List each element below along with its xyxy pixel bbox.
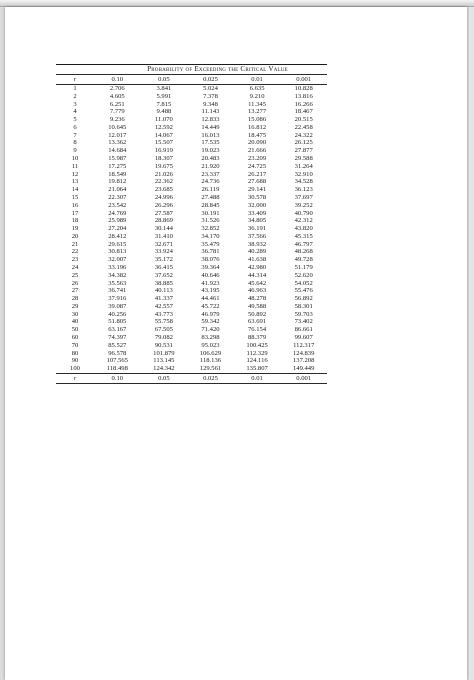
row-degrees-of-freedom: 80 <box>71 349 79 357</box>
row-degrees-of-freedom: 14 <box>71 186 79 194</box>
critical-value-cell: 30.191 <box>201 209 220 217</box>
critical-value-cell: 7.815 <box>156 100 172 108</box>
critical-value-cell: 38.932 <box>248 240 267 248</box>
column-header-r: r <box>56 75 94 85</box>
row-degrees-of-freedom: 13 <box>71 178 79 186</box>
table-row <box>56 85 327 93</box>
critical-value-cell: 58.301 <box>294 302 313 310</box>
critical-value-cell: 37.566 <box>248 232 267 240</box>
critical-value-cell: 124.116 <box>246 357 268 365</box>
critical-value-cell: 46.979 <box>201 310 220 318</box>
critical-value-cell: 23.209 <box>248 155 267 163</box>
critical-value-cell: 37.916 <box>108 295 127 303</box>
critical-value-cell: 23.685 <box>154 186 173 194</box>
table-row <box>56 178 327 186</box>
critical-value-cell: 28.412 <box>108 232 127 240</box>
critical-value-cell: 39.087 <box>108 302 127 310</box>
row-degrees-of-freedom: 20 <box>71 232 79 240</box>
table-row <box>56 139 327 147</box>
critical-value-cell: 45.315 <box>294 232 313 240</box>
critical-value-cell: 22.362 <box>154 178 173 186</box>
table-row <box>56 171 327 179</box>
table-row <box>56 303 327 311</box>
row-degrees-of-freedom: 12 <box>71 170 79 178</box>
critical-value-cell: 6.635 <box>249 85 265 92</box>
critical-value-cell: 55.476 <box>294 287 313 295</box>
critical-value-cell: 99.607 <box>294 334 313 341</box>
critical-value-cell: 30.578 <box>248 193 267 201</box>
critical-value-cell: 9.210 <box>249 92 265 100</box>
critical-value-cell: 51.805 <box>108 318 127 326</box>
critical-value-cell: 29.141 <box>248 186 267 194</box>
critical-value-cell: 129.561 <box>199 365 222 373</box>
critical-value-cell: 28.869 <box>154 217 173 225</box>
critical-value-cell: 7.779 <box>109 108 125 116</box>
critical-value-cell: 46.963 <box>248 287 267 295</box>
critical-value-cell: 37.652 <box>154 271 173 279</box>
table-row <box>56 272 327 280</box>
critical-value-cell: 21.666 <box>248 147 267 155</box>
critical-value-cell: 22.458 <box>294 123 313 131</box>
row-degrees-of-freedom: 15 <box>71 193 79 201</box>
critical-value-cell: 83.298 <box>201 334 220 341</box>
critical-value-cell: 49.588 <box>248 302 267 310</box>
row-degrees-of-freedom: 25 <box>71 271 79 279</box>
table-row <box>56 132 327 140</box>
critical-value-cell: 24.769 <box>108 209 127 217</box>
table-row <box>56 295 327 303</box>
row-degrees-of-freedom: 30 <box>71 310 79 318</box>
critical-value-cell: 5.991 <box>156 92 172 100</box>
critical-value-cell: 34.805 <box>248 217 267 225</box>
critical-value-cell: 38.885 <box>154 279 173 287</box>
critical-value-cell: 36.781 <box>201 248 220 256</box>
row-degrees-of-freedom: 29 <box>71 302 79 310</box>
critical-value-cell: 137.208 <box>292 357 315 365</box>
table-row <box>56 318 327 326</box>
critical-value-cell: 9.236 <box>109 116 125 124</box>
critical-value-cell: 7.378 <box>203 92 218 100</box>
table-row <box>56 233 327 241</box>
critical-value-cell: 48.268 <box>294 248 313 256</box>
critical-value-cell: 18.475 <box>248 131 267 139</box>
critical-value-cell: 17.535 <box>201 139 220 147</box>
footer-header-p: 0.025 <box>187 373 234 383</box>
critical-value-cell: 18.549 <box>108 170 127 178</box>
critical-value-cell: 85.527 <box>108 341 127 349</box>
critical-value-cell: 39.364 <box>201 263 220 271</box>
critical-value-cell: 40.289 <box>248 248 267 256</box>
viewer-toolbar-edge <box>0 0 474 7</box>
critical-value-cell: 45.642 <box>248 279 267 287</box>
critical-value-cell: 43.820 <box>294 225 313 233</box>
critical-value-cell: 13.362 <box>108 139 127 147</box>
critical-value-cell: 36.741 <box>108 287 127 295</box>
row-degrees-of-freedom: 17 <box>71 209 79 217</box>
critical-value-cell: 45.722 <box>201 302 220 310</box>
critical-value-cell: 16.266 <box>294 100 313 108</box>
critical-value-cell: 74.397 <box>108 334 127 341</box>
critical-value-cell: 26.125 <box>294 139 313 147</box>
table-row <box>56 225 327 233</box>
column-header-p: 0.05 <box>141 75 188 85</box>
critical-value-cell: 32.671 <box>154 240 173 248</box>
table-row <box>56 326 327 334</box>
critical-value-cell: 51.179 <box>294 263 313 271</box>
critical-value-cell: 40.113 <box>154 287 173 295</box>
table-caption-row <box>56 65 327 75</box>
table-row <box>56 93 327 101</box>
row-degrees-of-freedom: 5 <box>73 116 77 124</box>
document-page <box>5 7 467 680</box>
critical-value-cell: 19.675 <box>154 162 173 170</box>
critical-value-cell: 31.410 <box>154 232 173 240</box>
critical-value-cell: 16.919 <box>154 147 173 155</box>
critical-value-cell: 4.605 <box>109 92 125 100</box>
critical-value-cell: 16.812 <box>248 123 267 131</box>
row-degrees-of-freedom: 11 <box>71 162 79 170</box>
critical-value-cell: 42.557 <box>154 302 173 310</box>
critical-value-cell: 44.461 <box>201 295 220 303</box>
critical-value-cell: 21.064 <box>108 186 127 194</box>
critical-value-cell: 15.086 <box>248 116 267 124</box>
table-row <box>56 311 327 319</box>
row-degrees-of-freedom: 4 <box>73 108 77 116</box>
critical-value-cell: 13.816 <box>294 92 313 100</box>
critical-value-cell: 41.337 <box>154 295 173 303</box>
footer-header-p: 0.10 <box>94 373 141 383</box>
critical-value-cell: 107.565 <box>106 357 129 365</box>
critical-value-cell: 27.587 <box>154 209 173 217</box>
critical-value-cell: 9.488 <box>156 108 172 116</box>
footer-header-r: r <box>56 373 94 383</box>
critical-value-cell: 49.728 <box>294 256 313 264</box>
critical-value-cell: 22.307 <box>108 193 127 201</box>
critical-value-cell: 35.479 <box>201 240 220 248</box>
row-degrees-of-freedom: 9 <box>73 147 77 155</box>
critical-value-cell: 27.688 <box>248 178 267 186</box>
column-header-p: 0.10 <box>94 75 141 85</box>
critical-value-cell: 19.812 <box>108 178 127 186</box>
table-body <box>56 85 327 374</box>
critical-value-cell: 30.144 <box>154 225 173 233</box>
critical-value-cell: 35.563 <box>108 279 127 287</box>
critical-value-cell: 19.023 <box>201 147 220 155</box>
critical-value-cell: 14.684 <box>108 147 127 155</box>
table-row <box>56 202 327 210</box>
critical-value-cell: 21.026 <box>154 170 173 178</box>
critical-value-cell: 32.910 <box>294 170 313 178</box>
critical-value-cell: 118.136 <box>199 357 222 365</box>
critical-value-cell: 23.542 <box>108 201 127 209</box>
table-row <box>56 365 327 373</box>
critical-value-cell: 40.790 <box>294 209 313 217</box>
row-degrees-of-freedom: 10 <box>71 155 79 163</box>
critical-value-cell: 32.852 <box>201 225 220 233</box>
column-header-p: 0.01 <box>234 75 281 85</box>
critical-value-cell: 124.342 <box>153 365 175 373</box>
row-degrees-of-freedom: 1 <box>73 85 77 92</box>
critical-value-cell: 26.119 <box>201 186 220 194</box>
table-footer-row <box>56 373 327 383</box>
critical-value-cell: 33.196 <box>108 263 127 271</box>
table-row <box>56 350 327 358</box>
critical-value-cell: 10.645 <box>108 123 127 131</box>
critical-value-cell: 40.256 <box>108 310 127 318</box>
row-degrees-of-freedom: 18 <box>71 217 79 225</box>
critical-value-cell: 29.615 <box>108 240 127 248</box>
table-row <box>56 101 327 109</box>
critical-value-cell: 25.989 <box>108 217 127 225</box>
critical-value-cell: 42.312 <box>294 217 313 225</box>
table-row <box>56 287 327 295</box>
critical-value-cell: 17.275 <box>108 162 127 170</box>
row-degrees-of-freedom: 21 <box>71 240 79 248</box>
table-row <box>56 264 327 272</box>
critical-value-cell: 33.409 <box>248 209 267 217</box>
critical-value-cell: 13.277 <box>248 108 267 116</box>
table-header-row <box>56 75 327 85</box>
critical-value-cell: 37.697 <box>294 193 313 201</box>
critical-value-cell: 96.578 <box>108 349 127 357</box>
table-row <box>56 116 327 124</box>
critical-value-cell: 14.067 <box>154 131 173 139</box>
table-row <box>56 357 327 365</box>
critical-value-cell: 59.342 <box>201 318 220 326</box>
critical-value-cell: 63.167 <box>108 326 127 334</box>
table-row <box>56 342 327 350</box>
critical-value-cell: 24.322 <box>294 131 313 139</box>
table-row <box>56 108 327 116</box>
critical-value-cell: 36.415 <box>154 263 173 271</box>
critical-value-cell: 95.023 <box>201 341 220 349</box>
row-degrees-of-freedom: 50 <box>71 326 79 334</box>
critical-value-cell: 41.923 <box>201 279 220 287</box>
critical-value-cell: 27.204 <box>108 225 127 233</box>
row-degrees-of-freedom: 90 <box>71 357 79 365</box>
critical-value-cell: 59.703 <box>294 310 313 318</box>
critical-value-cell: 24.725 <box>248 162 267 170</box>
critical-value-cell: 38.076 <box>201 256 220 264</box>
critical-value-cell: 16.013 <box>201 131 220 139</box>
critical-value-cell: 32.000 <box>248 201 267 209</box>
table-row <box>56 124 327 132</box>
critical-value-cell: 35.172 <box>154 256 173 264</box>
critical-value-cell: 20.483 <box>201 155 220 163</box>
critical-value-cell: 44.314 <box>248 271 267 279</box>
critical-value-cell: 31.264 <box>294 162 313 170</box>
table-row <box>56 147 327 155</box>
critical-value-cell: 21.920 <box>201 162 220 170</box>
critical-value-cell: 20.515 <box>294 116 313 124</box>
row-degrees-of-freedom: 70 <box>71 341 79 349</box>
critical-value-cell: 26.296 <box>154 201 173 209</box>
critical-value-cell: 24.996 <box>154 193 173 201</box>
critical-value-cell: 90.531 <box>154 341 173 349</box>
table-row <box>56 280 327 288</box>
table-row <box>56 186 327 194</box>
critical-value-cell: 20.090 <box>248 139 267 147</box>
column-header-p: 0.025 <box>187 75 234 85</box>
critical-value-cell: 14.449 <box>201 123 220 131</box>
row-degrees-of-freedom: 23 <box>71 256 79 264</box>
row-degrees-of-freedom: 22 <box>71 248 79 256</box>
table-row <box>56 210 327 218</box>
row-degrees-of-freedom: 19 <box>71 225 79 233</box>
critical-value-cell: 39.252 <box>294 201 313 209</box>
chi-square-table <box>56 64 327 384</box>
critical-value-cell: 48.278 <box>248 295 267 303</box>
row-degrees-of-freedom: 40 <box>71 318 79 326</box>
critical-value-cell: 5.024 <box>203 85 218 92</box>
critical-value-cell: 11.345 <box>248 100 267 108</box>
critical-value-cell: 34.170 <box>201 232 220 240</box>
critical-value-cell: 6.251 <box>109 100 125 108</box>
critical-value-cell: 34.382 <box>108 271 127 279</box>
critical-value-cell: 28.845 <box>201 201 220 209</box>
critical-value-cell: 112.317 <box>293 341 315 349</box>
footer-header-p: 0.01 <box>234 373 281 383</box>
critical-value-cell: 36.191 <box>248 225 267 233</box>
critical-value-cell: 101.879 <box>153 349 175 357</box>
critical-value-cell: 2.706 <box>109 85 125 92</box>
critical-value-cell: 106.629 <box>199 349 222 357</box>
critical-value-cell: 29.588 <box>294 155 313 163</box>
row-degrees-of-freedom: 2 <box>73 92 77 100</box>
row-degrees-of-freedom: 27 <box>71 287 79 295</box>
critical-value-cell: 50.892 <box>248 310 267 318</box>
footer-header-p: 0.05 <box>141 373 188 383</box>
row-degrees-of-freedom: 16 <box>71 201 79 209</box>
table-row <box>56 248 327 256</box>
critical-value-cell: 3.841 <box>156 85 172 92</box>
row-degrees-of-freedom: 7 <box>73 131 77 139</box>
critical-value-cell: 23.337 <box>201 170 220 178</box>
column-header-p: 0.001 <box>280 75 327 85</box>
critical-value-cell: 43.773 <box>154 310 173 318</box>
critical-value-cell: 12.592 <box>154 123 173 131</box>
vertical-scrollbar[interactable] <box>469 7 474 680</box>
table-row <box>56 155 327 163</box>
critical-value-cell: 12.833 <box>201 116 220 124</box>
critical-value-cell: 42.980 <box>248 263 267 271</box>
critical-value-cell: 79.082 <box>154 334 173 341</box>
row-degrees-of-freedom: 60 <box>71 334 79 341</box>
critical-value-cell: 11.143 <box>201 108 220 116</box>
critical-value-cell: 100.425 <box>246 341 268 349</box>
critical-value-cell: 41.638 <box>248 256 267 264</box>
row-degrees-of-freedom: 28 <box>71 295 79 303</box>
row-degrees-of-freedom: 3 <box>73 100 77 108</box>
table-caption: Probability of Exceeding the Critical Value <box>94 65 327 75</box>
critical-value-cell: 56.892 <box>294 295 313 303</box>
critical-value-cell: 15.507 <box>154 139 173 147</box>
critical-value-cell: 52.620 <box>294 271 313 279</box>
critical-value-cell: 30.813 <box>108 248 127 256</box>
critical-value-cell: 71.420 <box>201 326 220 334</box>
row-degrees-of-freedom: 100 <box>70 365 80 373</box>
critical-value-cell: 10.828 <box>294 85 313 92</box>
table-row <box>56 334 327 342</box>
critical-value-cell: 55.758 <box>154 318 173 326</box>
critical-value-cell: 27.877 <box>294 147 313 155</box>
critical-value-cell: 11.070 <box>154 116 173 124</box>
critical-value-cell: 9.348 <box>203 100 218 108</box>
critical-value-cell: 149.449 <box>292 365 315 373</box>
critical-value-cell: 27.488 <box>201 193 220 201</box>
critical-value-cell: 63.691 <box>248 318 267 326</box>
critical-value-cell: 15.987 <box>108 155 127 163</box>
critical-value-cell: 113.145 <box>153 357 175 365</box>
row-degrees-of-freedom: 8 <box>73 139 77 147</box>
row-degrees-of-freedom: 24 <box>71 263 79 271</box>
critical-value-cell: 18.307 <box>154 155 173 163</box>
critical-value-cell: 36.123 <box>294 186 313 194</box>
critical-value-cell: 12.017 <box>108 131 127 139</box>
row-degrees-of-freedom: 6 <box>73 123 77 131</box>
critical-value-cell: 112.329 <box>246 349 268 357</box>
critical-value-cell: 33.924 <box>154 248 173 256</box>
critical-value-cell: 31.526 <box>201 217 220 225</box>
critical-value-cell: 67.505 <box>154 326 173 334</box>
critical-value-cell: 54.052 <box>294 279 313 287</box>
critical-value-cell: 26.217 <box>248 170 267 178</box>
critical-value-cell: 24.736 <box>201 178 220 186</box>
critical-value-cell: 135.807 <box>246 365 268 373</box>
critical-value-cell: 118.498 <box>106 365 128 373</box>
table-row <box>56 163 327 171</box>
critical-value-cell: 32.007 <box>108 256 127 264</box>
critical-value-cell: 34.528 <box>294 178 313 186</box>
table-row <box>56 217 327 225</box>
critical-value-cell: 88.379 <box>248 334 267 341</box>
row-degrees-of-freedom: 26 <box>71 279 79 287</box>
critical-value-cell: 73.402 <box>294 318 313 326</box>
critical-value-cell: 76.154 <box>248 326 267 334</box>
table-row <box>56 241 327 249</box>
critical-value-cell: 86.661 <box>294 326 313 334</box>
table-row <box>56 194 327 202</box>
critical-value-cell: 46.797 <box>294 240 313 248</box>
critical-value-cell: 43.195 <box>201 287 220 295</box>
footer-header-p: 0.001 <box>280 373 327 383</box>
critical-value-cell: 40.646 <box>201 271 220 279</box>
critical-value-cell: 124.839 <box>292 349 315 357</box>
table-row <box>56 256 327 264</box>
critical-value-cell: 18.467 <box>294 108 313 116</box>
